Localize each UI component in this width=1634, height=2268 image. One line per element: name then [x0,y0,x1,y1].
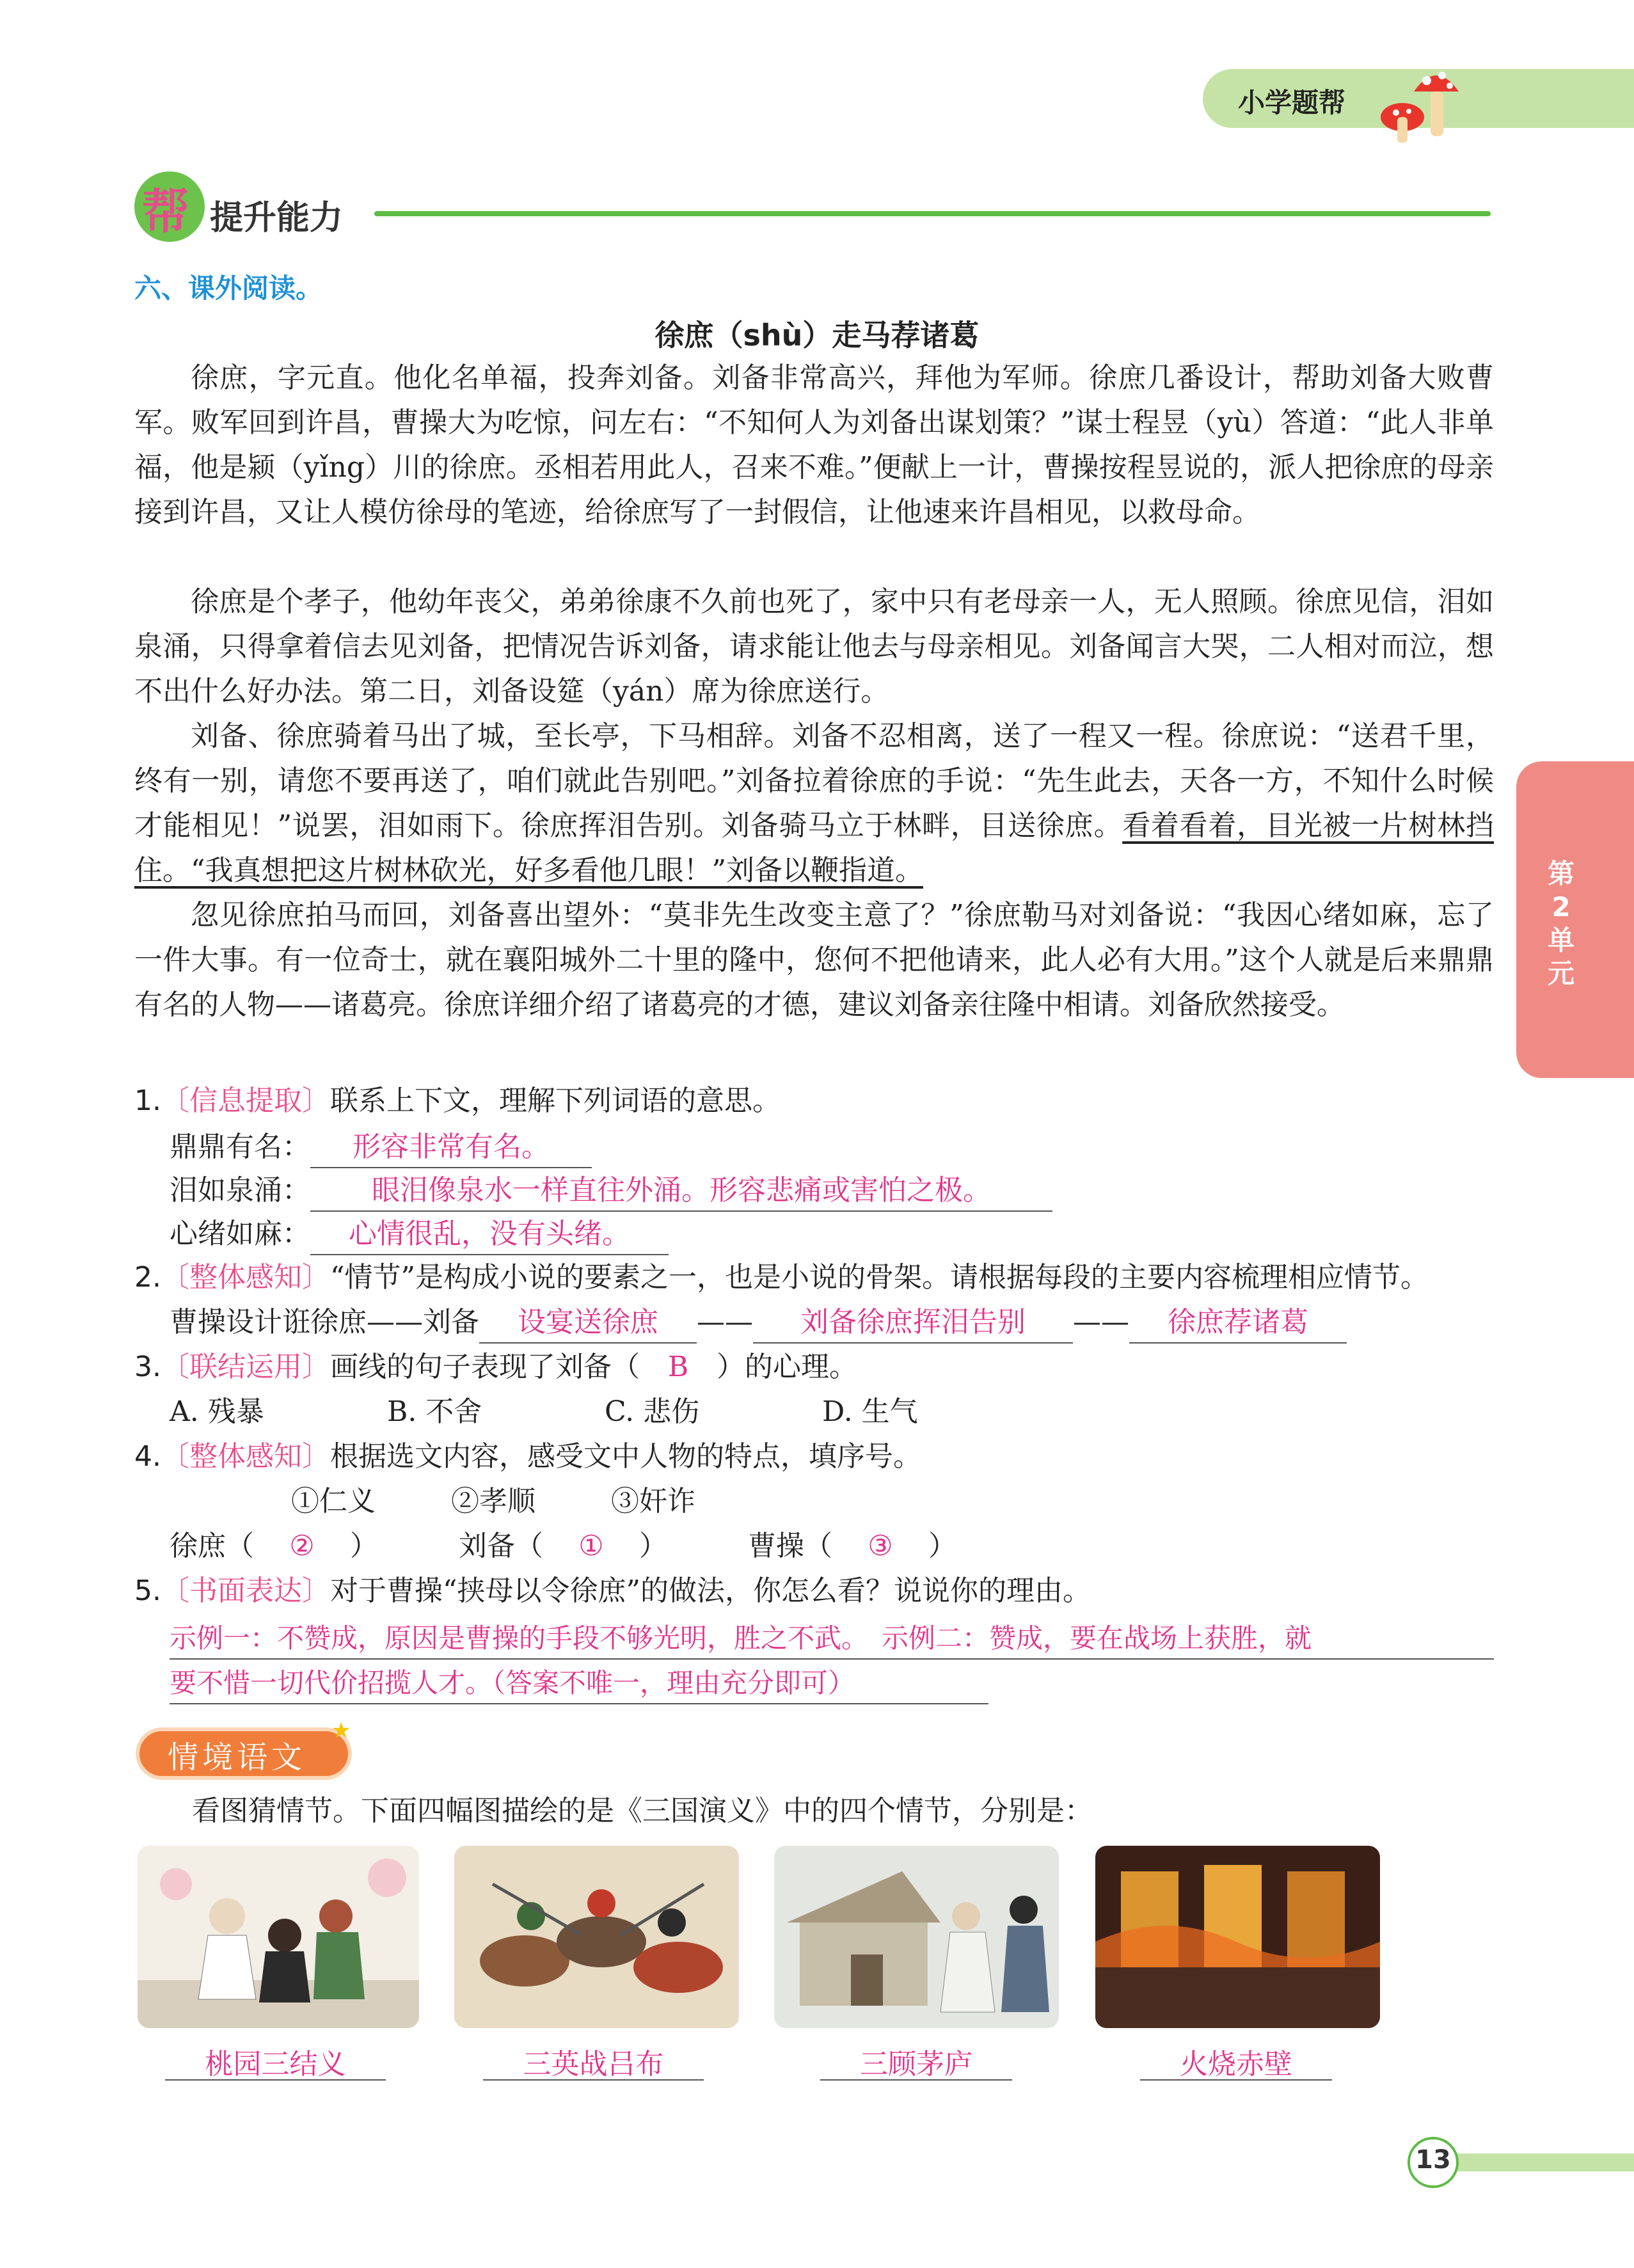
q4-trait-1: ①仁义 [291,1485,376,1518]
question-number: 5. [134,1574,161,1607]
illustration-red-cliffs [1095,1846,1380,2028]
question-text: 根据选文内容，感受文中人物的特点，填序号。 [329,1440,921,1473]
question-text: 画线的句子表现了刘备（ [329,1351,640,1383]
story-paragraph-1: 徐庶，字元直。他化名单福，投奔刘备。刘备非常高兴，拜他为军师。徐庶几番设计，帮助刘备大败曹军。败军回到许昌，曹操大为吃惊，问左右：“不知何人为刘备出谋划策？”谋士程昱（yù）答道：“此人非单福，他是颍（yǐng）川的徐庶。丞相若用此人，召来不难。”便献上一计，曹操按程昱说的，派人把徐庶的母亲接到许昌，又让人模仿徐母的笔迹，给徐庶写了一封假信，让他速来许昌相见，以救母命。 [134,361,1494,528]
unit-tab-label: 第2单元 [1547,858,1575,989]
picture-label-1: 桃园三结义 [165,2041,386,2081]
q1-answer: 眼泪像泉水一样直往外涌。形容悲痛或害怕之极。 [310,1171,1052,1212]
q5-answer-line-2: 要不惜一切代价招揽人才。（答案不唯一，理由充分即可） [170,1663,988,1704]
q1-answer: 心情很乱，没有头绪。 [310,1214,669,1255]
q1-term: 鼎鼎有名： [170,1130,310,1163]
q4-trait-2: ②孝顺 [451,1485,535,1518]
q5-answer-line-1: 示例一：不赞成，原因是曹操的手段不够光明，胜之不武。 示例二：赞成，要在战场上获胜，就 [170,1619,1494,1660]
question-tag: 〔信息提取〕 [161,1084,330,1117]
q3-answer: B [667,1351,689,1383]
reading-heading: 六、课外阅读。 [134,273,323,304]
section-title: 提升能力 [210,199,344,237]
question-1 [134,1081,781,1121]
q4-answer: ② [289,1530,315,1562]
question-tag: 〔整体感知〕 [161,1440,330,1473]
q4-person-name: 曹操（ [748,1530,832,1562]
story-paragraph-3 [134,714,1494,893]
question-text: 对于曹操“挟母以令徐庶”的做法，你怎么看？说说你的理由。 [329,1574,1091,1607]
q4-trait-3: ③奸诈 [611,1485,695,1518]
question-tag: 〔联结运用〕 [161,1351,330,1383]
scene-badge-label: 情境语文 [168,1740,306,1775]
question-tag: 〔整体感知〕 [161,1261,330,1294]
q4-traits [291,1482,695,1521]
q4-person-name: 刘备（ [459,1530,543,1562]
question-number: 4. [134,1440,161,1473]
picture-label-2: 三英战吕布 [483,2041,704,2081]
q4-paren: ） [639,1530,667,1562]
q2-prefix: 曹操设计诳徐庶——刘备 [170,1306,479,1338]
page-number: 13 [1415,2145,1451,2175]
brand-label: 小学题帮 [1238,87,1346,118]
scene-intro: 看图猜情节。下面四幅图描绘的是《三国演义》中的四个情节，分别是： [192,1795,1093,1827]
illustration-peach-garden [138,1846,419,2028]
q3-option-b: B. 不舍 [387,1395,482,1428]
illustration-three-heroes [454,1846,739,2028]
q1-term: 泪如泉涌： [170,1174,310,1207]
q2-answer-2: 刘备徐庶挥泪告别 [753,1303,1073,1344]
q4-answer: ① [578,1530,604,1562]
mushroom-icon [1363,56,1465,146]
question-5 [134,1571,1091,1611]
question-4 [134,1437,921,1477]
q4-people [170,1527,956,1566]
header-divider [374,211,1491,216]
q2-answer-1: 设宴送徐庶 [479,1303,697,1344]
star-icon: ★ [331,1718,351,1743]
picture-label-3: 三顾茅庐 [820,2041,1012,2081]
q1-term: 心绪如麻： [170,1217,310,1250]
question-text: “情节”是构成小说的要素之一，也是小说的骨架。请根据每段的主要内容梳理相应情节。 [329,1261,1429,1294]
q3-options [170,1392,918,1432]
illustration-thatched-cottage [774,1846,1059,2028]
q1-item-2 [170,1171,1052,1212]
question-text-end: ）的心理。 [716,1351,857,1383]
q4-paren: ） [928,1530,956,1562]
q1-item-3 [170,1214,669,1255]
question-3 [134,1347,857,1387]
q4-paren: ） [350,1530,378,1562]
q3-option-c: C. 悲伤 [605,1395,700,1428]
q3-option-d: D. 生气 [822,1395,918,1428]
q4-person-name: 徐庶（ [170,1530,254,1562]
footer-bar [1440,2153,1634,2171]
q2-dash: —— [697,1306,753,1338]
q1-answer: 形容非常有名。 [310,1127,592,1168]
picture-label-4: 火烧赤壁 [1140,2041,1332,2081]
question-tag: 〔书面表达〕 [161,1574,330,1607]
story-paragraph-3-text: 刘备、徐庶骑着马出了城，至长亭，下马相辞。刘备不忍相离，送了一程又一程。徐庶说：“送君千里，终有一别，请您不要再送了，咱们就此告别吧。”刘备拉着徐庶的手说：“先生此去，天各一方，不知什么时候才能相见！”说罢，泪如雨下。徐庶挥泪告别。刘备骑马立于林畔，目送徐庶。 [134,720,1494,842]
q3-option-a: A. 残暴 [170,1395,264,1428]
story-title: 徐庶（shù）走马荐诸葛 [654,318,980,353]
q1-item-1 [170,1127,592,1168]
story-paragraph-2: 徐庶是个孝子，他幼年丧父，弟弟徐康不久前也死了，家中只有老母亲一人，无人照顾。徐庶见信，泪如泉涌，只得拿着信去见刘备，把情况告诉刘备，请求能让他去与母亲相见。刘备闻言大哭，二人相对而泣，想不出什么好办法。第二日，刘备设筵（yán）席为徐庶送行。 [134,585,1494,708]
story-paragraph-4: 忽见徐庶拍马而回，刘备喜出望外：“莫非先生改变主意了？”徐庶勒马对刘备说：“我因心绪如麻，忘了一件大事。有一位奇士，就在襄阳城外二十里的隆中，您何不把他请来，此人必有大用。”这个人就是后来鼎鼎有名的人物——诸葛亮。徐庶详细介绍了诸葛亮的才德，建议刘备亲往隆中相请。刘备欣然接受。 [134,899,1494,1021]
q2-plot-line [170,1303,1347,1344]
question-2 [134,1258,1429,1297]
underlined-sentence: 看着看着，目光被一片树林挡住。“我真想把这片树林砍光，好多看他几眼！”刘备以鞭指道。 [134,809,1494,887]
question-number: 2. [134,1261,161,1294]
q2-dash: —— [1073,1306,1129,1338]
question-text: 联系上下文，理解下列词语的意思。 [329,1084,781,1117]
question-number: 3. [134,1351,161,1383]
q2-answer-3: 徐庶荐诸葛 [1129,1303,1347,1344]
q4-answer: ③ [868,1530,893,1562]
help-badge-char: 帮 [142,184,189,239]
question-number: 1. [134,1084,161,1117]
